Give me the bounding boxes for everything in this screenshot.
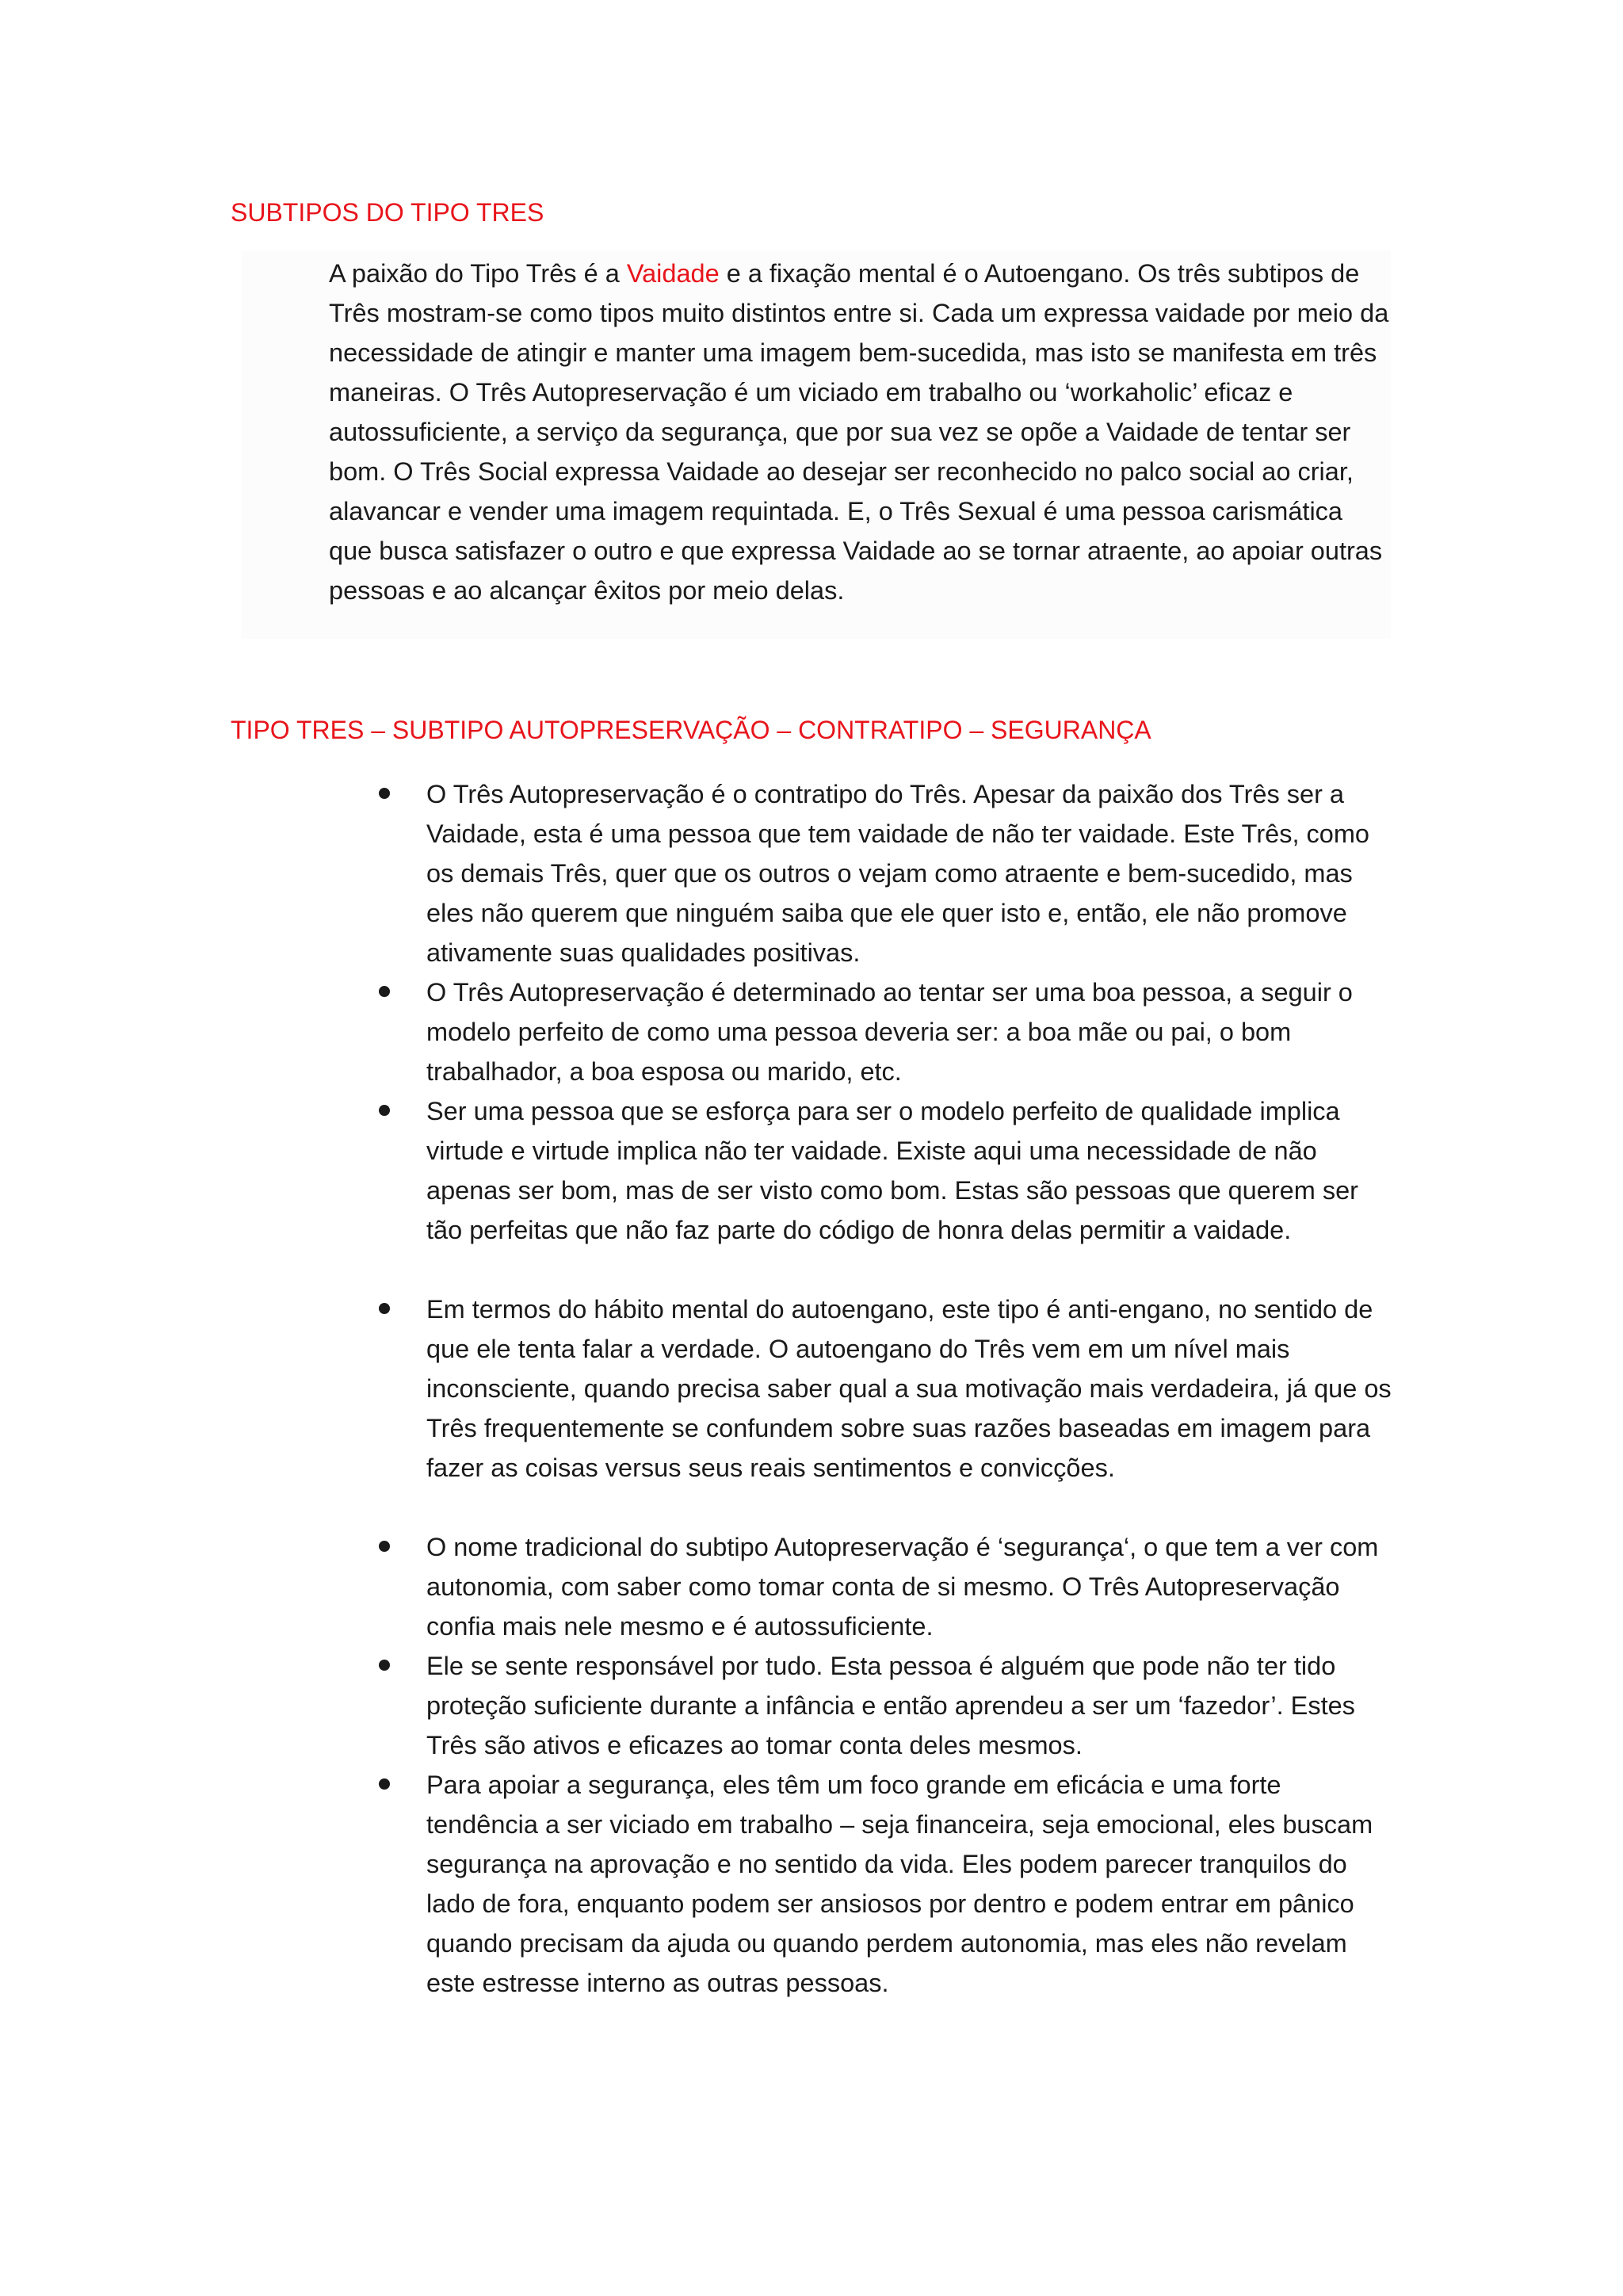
section-heading-autopreservacao: TIPO TRES – SUBTIPO AUTOPRESERVAÇÃO – CONTRATIPO – SEGURANÇA bbox=[231, 716, 1151, 744]
list-item-text: Ser uma pessoa que se esforça para ser o modelo perfeito de qualidade implica virtude e virtude implica não ter vaidade. Existe aqui uma necessidade de não apenas ser bom, mas de ser visto como bom. Estas são pessoas que querem ser tão perfeitas que não faz parte do código de honra delas permitir a vaidade. bbox=[426, 1097, 1358, 1244]
list-item bbox=[426, 1289, 1393, 1527]
bullet-icon bbox=[379, 1778, 390, 1790]
bullet-icon bbox=[379, 1660, 390, 1671]
list-item bbox=[426, 774, 1393, 972]
intro-highlight-vaidade: Vaidade bbox=[626, 259, 720, 288]
section-heading-subtipos: SUBTIPOS DO TIPO TRES bbox=[231, 198, 544, 227]
intro-text-start: A paixão do Tipo Três é a bbox=[329, 259, 627, 288]
list-item-text: Em termos do hábito mental do autoengano, este tipo é anti-engano, no sentido de que ele tenta falar a verdade. O autoengano do Três vem em um nível mais inconsciente, quando precisa saber qual a sua motivação mais verdadeira, já que os Três frequentemente se confundem sobre suas razões baseadas em imagem para fazer as coisas versus seus reais sentimentos e convicções. bbox=[426, 1295, 1392, 1482]
intro-paragraph bbox=[329, 254, 1391, 610]
list-item bbox=[426, 1527, 1393, 1646]
list-item-text: Para apoiar a segurança, eles têm um foco grande em eficácia e uma forte tendência a ser viciado em trabalho – seja financeira, seja emocional, eles buscam segurança na aprovação e no sentido da vida. Eles podem parecer tranquilos do lado de fora, enquanto podem ser ansiosos por dentro e podem entrar em pânico quando precisam da ajuda ou quando perdem autonomia, mas eles não revelam este estresse interno as outras pessoas. bbox=[426, 1771, 1373, 1997]
bullet-icon bbox=[379, 986, 390, 997]
bullet-list bbox=[426, 774, 1393, 2003]
list-item bbox=[426, 1765, 1393, 2003]
bullet-icon bbox=[379, 1105, 390, 1116]
list-item-text: O Três Autopreservação é determinado ao tentar ser uma boa pessoa, a seguir o modelo perfeito de como uma pessoa deveria ser: a boa mãe ou pai, o bom trabalhador, a boa esposa ou marido, etc. bbox=[426, 978, 1353, 1086]
intro-text-rest: e a fixação mental é o Autoengano. Os três subtipos de Três mostram-se como tipos muito distintos entre si. Cada um expressa vaidade por meio da necessidade de atingir e manter uma imagem bem-sucedida, mas isto se manifesta em três maneiras. O Três Autopreservação é um viciado em trabalho ou ‘workaholic’ eficaz e autossuficiente, a serviço da segurança, que por sua vez se opõe a Vaidade de tentar ser bom. O Três Social expressa Vaidade ao desejar ser reconhecido no palco social ao criar, alavancar e vender uma imagem requintada. E, o Três Sexual é uma pessoa carismática que busca satisfazer o outro e que expressa Vaidade ao se tornar atraente, ao apoiar outras pessoas e ao alcançar êxitos por meio delas. bbox=[329, 259, 1389, 605]
bullet-icon bbox=[379, 788, 390, 799]
bullet-icon bbox=[379, 1541, 390, 1552]
list-item-text: Ele se sente responsável por tudo. Esta pessoa é alguém que pode não ter tido proteção suficiente durante a infância e então aprendeu a ser um ‘fazedor’. Estes Três são ativos e eficazes ao tomar conta deles mesmos. bbox=[426, 1652, 1355, 1759]
bullet-icon bbox=[379, 1303, 390, 1314]
list-item bbox=[426, 1091, 1393, 1289]
list-item-text: O Três Autopreservação é o contratipo do Três. Apesar da paixão dos Três ser a Vaidade, esta é uma pessoa que tem vaidade de não ter vaidade. Este Três, como os demais Três, quer que os outros o vejam como atraente e bem-sucedido, mas eles não querem que ninguém saiba que ele quer isto e, então, ele não promove ativamente suas qualidades positivas. bbox=[426, 780, 1369, 967]
list-item bbox=[426, 972, 1393, 1091]
list-item bbox=[426, 1646, 1393, 1765]
list-item-text: O nome tradicional do subtipo Autopreservação é ‘segurança‘, o que tem a ver com autonomia, com saber como tomar conta de si mesmo. O Três Autopreservação confia mais nele mesmo e é autossuficiente. bbox=[426, 1533, 1379, 1641]
